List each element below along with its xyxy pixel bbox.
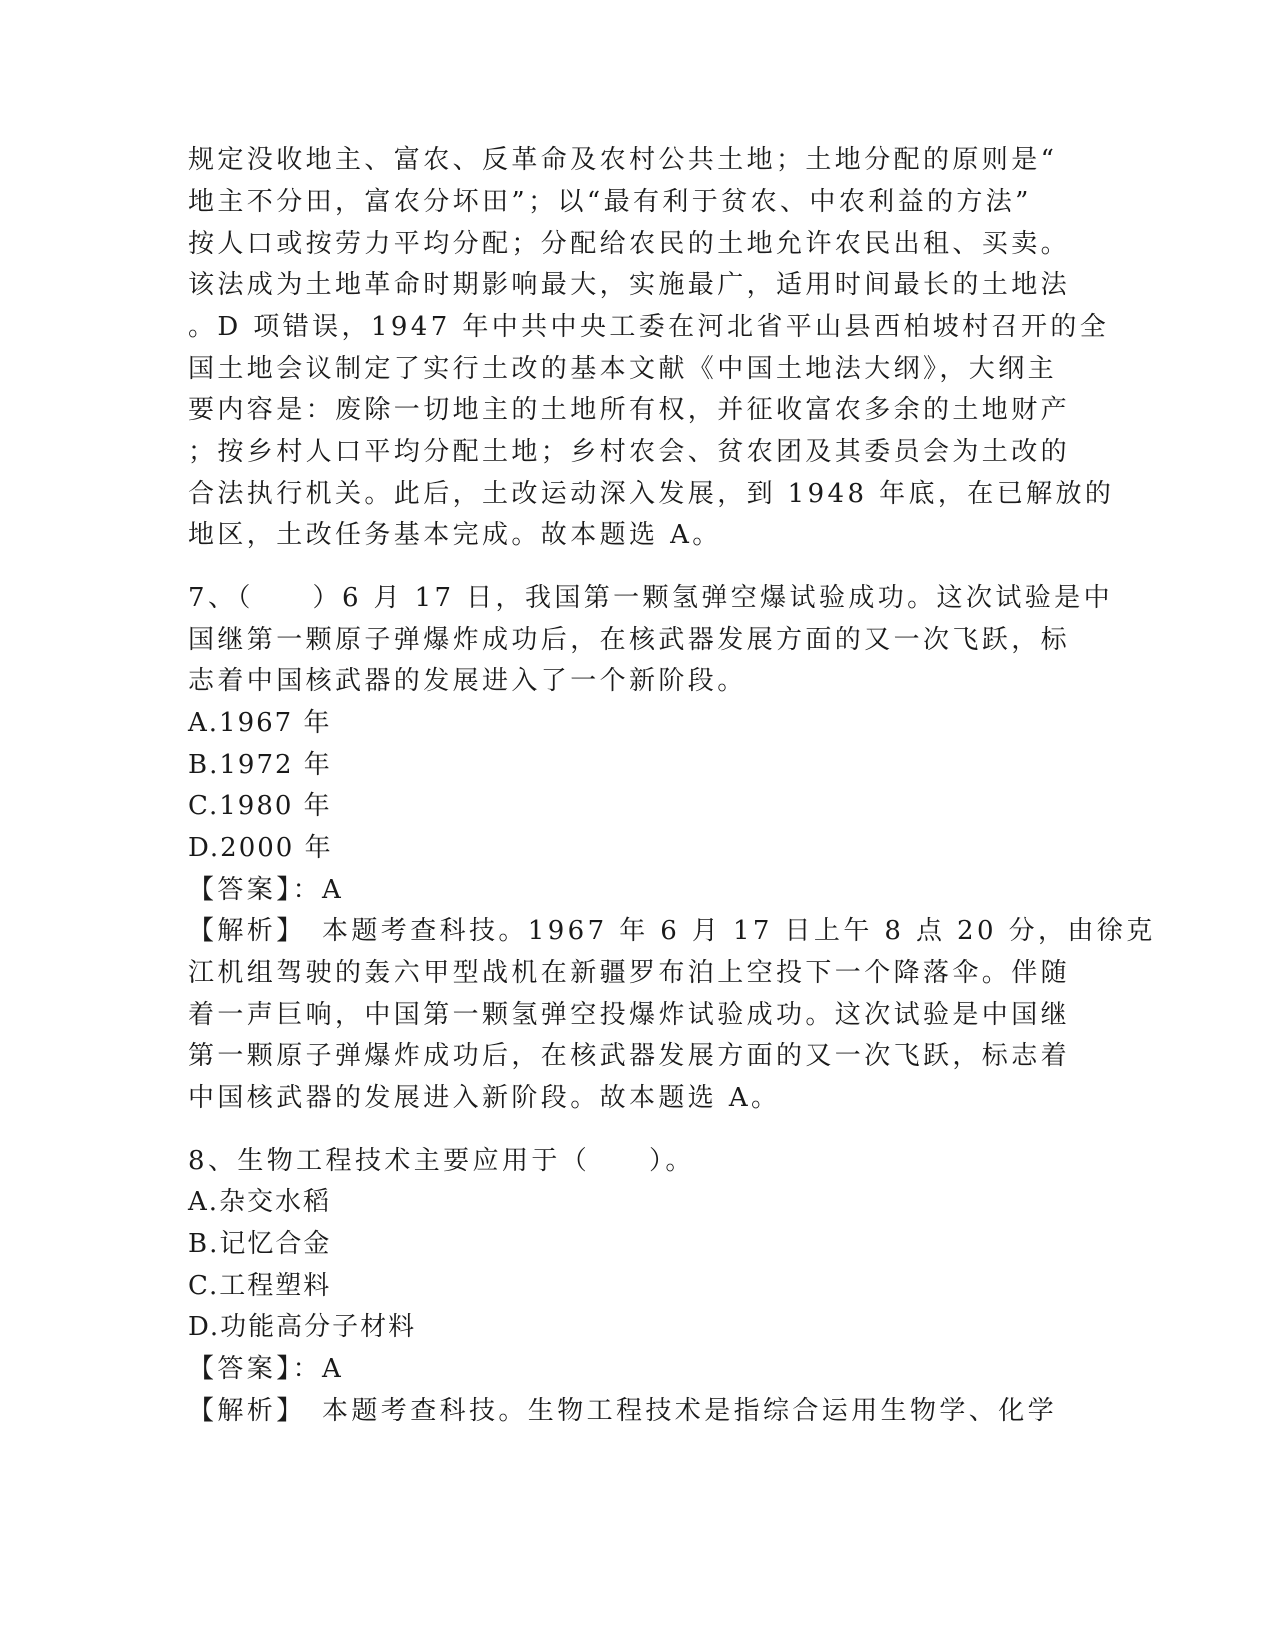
question-7-analysis: 中国核武器的发展进入新阶段。故本题选 A。 xyxy=(188,1083,781,1113)
analysis-line: 。D 项错误，1947 年中共中央工委在河北省平山县西柏坡村召开的全 xyxy=(188,312,1110,342)
analysis-line: 地主不分田，富农分坏田”；以“最有利于贫农、中农利益的方法” xyxy=(188,187,1032,217)
analysis-line: 要内容是：废除一切地主的土地所有权，并征收富农多余的土地财产 xyxy=(188,395,1071,425)
question-7-option-b: B.1972 年 xyxy=(188,750,332,780)
analysis-line: 合法执行机关。此后，土改运动深入发展，到 1948 年底，在已解放的 xyxy=(188,479,1115,509)
question-7-text: 7、（ ）6 月 17 日，我国第一颗氢弹空爆试验成功。这次试验是中 xyxy=(188,583,1113,613)
question-8-option-b: B.记忆合金 xyxy=(188,1229,332,1259)
question-7-text: 国继第一颗原子弹爆炸成功后，在核武器发展方面的又一次飞跃，标 xyxy=(188,625,1071,655)
question-8-option-a: A.杂交水稻 xyxy=(188,1187,332,1217)
analysis-line: 地区，土改任务基本完成。故本题选 A。 xyxy=(188,520,722,550)
question-7-answer: 【答案】：A xyxy=(188,875,345,905)
analysis-line: 规定没收地主、富农、反革命及农村公共土地；土地分配的原则是“ xyxy=(188,145,1058,175)
question-8-option-d: D.功能高分子材料 xyxy=(188,1312,417,1342)
question-7-analysis: 第一颗原子弹爆炸成功后，在核武器发展方面的又一次飞跃，标志着 xyxy=(188,1041,1071,1071)
question-7-analysis: 着一声巨响，中国第一颗氢弹空投爆炸试验成功。这次试验是中国继 xyxy=(188,1000,1071,1030)
question-7-option-d: D.2000 年 xyxy=(188,833,333,863)
analysis-line: 按人口或按劳力平均分配；分配给农民的土地允许农民出租、买卖。 xyxy=(188,229,1071,259)
question-7-analysis: 江机组驾驶的轰六甲型战机在新疆罗布泊上空投下一个降落伞。伴随 xyxy=(188,958,1071,988)
question-8-answer: 【答案】：A xyxy=(188,1354,345,1384)
question-8-analysis: 【解析】 本题考查科技。生物工程技术是指综合运用生物学、化学 xyxy=(188,1396,1058,1426)
question-7-analysis: 【解析】 本题考查科技。1967 年 6 月 17 日上午 8 点 20 分，由徐克 xyxy=(188,916,1156,946)
question-7-text: 志着中国核武器的发展进入了一个新阶段。 xyxy=(188,666,747,696)
question-7-option-a: A.1967 年 xyxy=(188,708,332,738)
analysis-line: 该法成为土地革命时期影响最大，实施最广，适用时间最长的土地法 xyxy=(188,270,1071,300)
question-8-option-c: C.工程塑料 xyxy=(188,1271,332,1301)
question-8-text: 8、生物工程技术主要应用于（ ）。 xyxy=(188,1146,695,1176)
question-7-option-c: C.1980 年 xyxy=(188,791,332,821)
analysis-line: ；按乡村人口平均分配土地；乡村农会、贫农团及其委员会为土改的 xyxy=(188,437,1071,467)
analysis-line: 国土地会议制定了实行土改的基本文献《中国土地法大纲》，大纲主 xyxy=(188,354,1058,384)
